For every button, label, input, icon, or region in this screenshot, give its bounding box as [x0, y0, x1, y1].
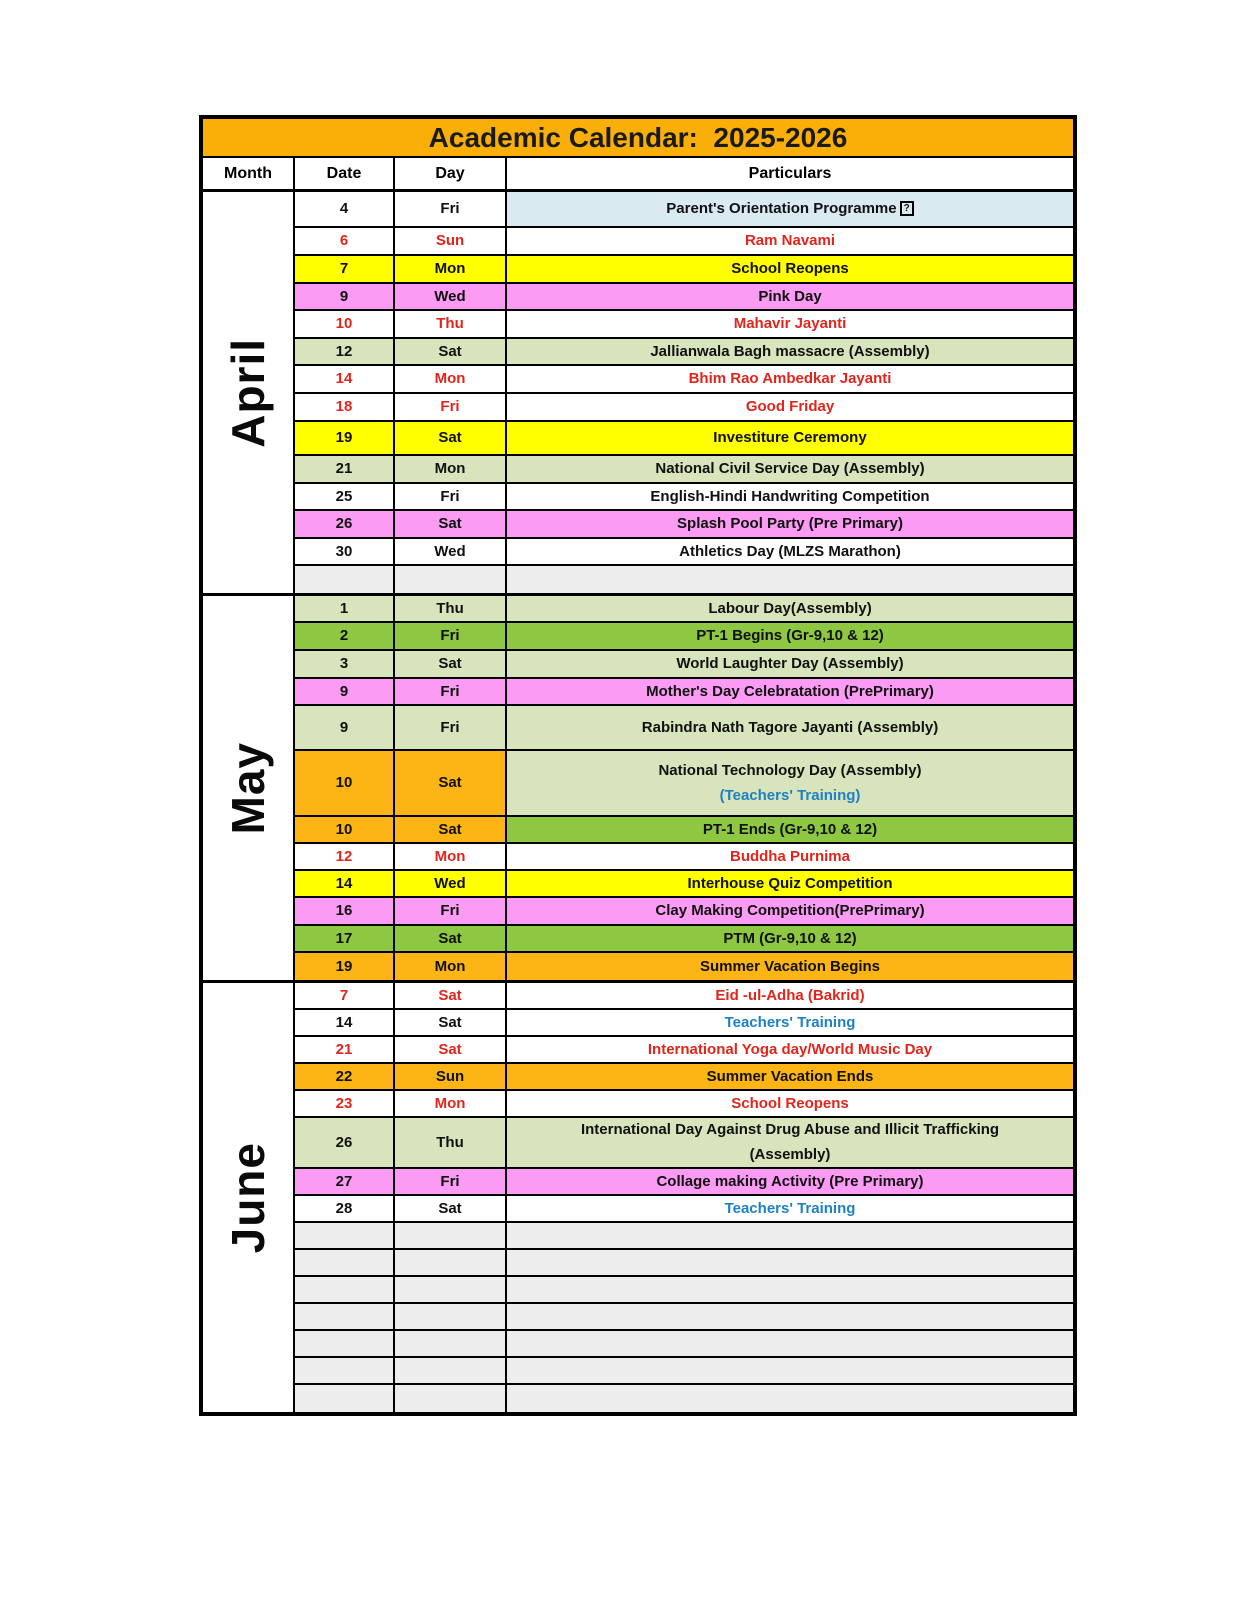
particulars-cell	[507, 871, 1073, 896]
day-cell: Sat	[395, 926, 507, 951]
academic-calendar-table	[199, 115, 1077, 1416]
calendar-row-april-6	[295, 228, 1073, 256]
calendar-row-may-17	[295, 926, 1073, 953]
date-cell: 10	[295, 817, 395, 842]
day-cell: Sun	[395, 228, 507, 254]
particulars-text: Interhouse Quiz Competition	[687, 874, 893, 892]
particulars-text: Ram Navami	[744, 232, 836, 249]
date-cell: 22	[295, 1064, 395, 1089]
date-cell	[295, 1277, 395, 1302]
day-cell	[395, 1358, 507, 1383]
particulars-text: Investiture Ceremony	[713, 429, 867, 446]
particulars-cell	[507, 679, 1073, 704]
day-cell: Wed	[395, 539, 507, 564]
day-cell: Sat	[395, 983, 507, 1008]
particulars-cell	[507, 926, 1073, 951]
particulars-cell	[507, 1064, 1073, 1089]
particulars-text: World Laughter Day (Assembly)	[676, 655, 904, 672]
day-cell: Fri	[395, 192, 507, 226]
particulars-cell	[507, 1091, 1073, 1116]
particulars-text: Teachers' Training	[724, 1199, 856, 1217]
month-section-june	[203, 980, 1073, 1412]
calendar-row-june-22	[295, 1064, 1073, 1091]
day-cell	[395, 1277, 507, 1302]
missing-glyph-box: ?	[900, 201, 914, 216]
calendar-row-june-14	[295, 1010, 1073, 1037]
day-cell	[395, 1304, 507, 1329]
particulars-text: Splash Pool Party (Pre Primary)	[677, 515, 903, 532]
day-cell: Mon	[395, 844, 507, 869]
date-cell: 9	[295, 284, 395, 309]
day-cell: Fri	[395, 898, 507, 924]
particulars-text: Clay Making Competition(PrePrimary)	[655, 902, 925, 919]
calendar-row-april-4	[295, 192, 1073, 228]
table-header	[203, 158, 1073, 192]
particulars-cell	[507, 706, 1073, 749]
particulars-cell	[507, 192, 1073, 226]
empty-row	[295, 1331, 1073, 1358]
month-label: April	[222, 337, 274, 448]
date-cell: 23	[295, 1091, 395, 1116]
calendar-body	[203, 192, 1073, 1412]
particulars-text: Buddha Purnima	[729, 847, 850, 865]
particulars-cell	[507, 751, 1073, 815]
particulars-text: Summer Vacation Begins	[699, 957, 881, 975]
particulars-text: Eid -ul-Adha (Bakrid)	[715, 986, 865, 1004]
particulars-cell	[507, 1331, 1073, 1356]
particulars-cell	[507, 394, 1073, 420]
day-cell: Sat	[395, 422, 507, 454]
particulars-text: Parent's Orientation Programme ?	[666, 200, 913, 218]
empty-row	[295, 1385, 1073, 1412]
calendar-row-may-3	[295, 651, 1073, 679]
date-cell: 10	[295, 751, 395, 815]
empty-row	[295, 1223, 1073, 1250]
calendar-row-april-9	[295, 284, 1073, 311]
calendar-row-may-1	[295, 596, 1073, 623]
calendar-row-april-25	[295, 484, 1073, 511]
particulars-cell	[507, 596, 1073, 621]
day-cell: Sun	[395, 1064, 507, 1089]
day-cell: Wed	[395, 871, 507, 896]
particulars-cell	[507, 228, 1073, 254]
date-cell	[295, 1304, 395, 1329]
calendar-row-may-2	[295, 623, 1073, 651]
particulars-text: Rabindra Nath Tagore Jayanti (Assembly)	[641, 718, 939, 736]
date-cell: 27	[295, 1169, 395, 1194]
date-cell: 21	[295, 1037, 395, 1062]
date-cell: 2	[295, 623, 395, 649]
particulars-text: National Technology Day (Assembly)	[658, 761, 922, 779]
calendar-title: Academic Calendar: 2025-2026	[203, 119, 1073, 158]
month-rows	[295, 983, 1073, 1412]
day-cell: Sat	[395, 1196, 507, 1221]
particulars-cell	[507, 256, 1073, 282]
day-cell	[395, 1331, 507, 1356]
month-cell-may	[203, 596, 295, 980]
date-cell: 1	[295, 596, 395, 621]
day-cell: Sat	[395, 511, 507, 537]
date-cell: 7	[295, 983, 395, 1008]
particulars-cell	[507, 898, 1073, 924]
particulars-cell	[507, 1385, 1073, 1412]
date-cell: 30	[295, 539, 395, 564]
particulars-cell	[507, 817, 1073, 842]
day-cell: Fri	[395, 394, 507, 420]
particulars-text: PT-1 Begins (Gr-9,10 & 12)	[696, 627, 884, 644]
date-cell: 6	[295, 228, 395, 254]
particulars-text-line2: (Assembly)	[749, 1146, 831, 1163]
calendar-row-april-14	[295, 366, 1073, 394]
particulars-cell	[507, 1010, 1073, 1035]
empty-row	[295, 1277, 1073, 1304]
empty-row	[295, 566, 1073, 593]
particulars-cell	[507, 366, 1073, 392]
particulars-cell	[507, 1277, 1073, 1302]
particulars-text: PTM (Gr-9,10 & 12)	[723, 929, 857, 947]
calendar-row-april-18	[295, 394, 1073, 422]
particulars-text: Mahavir Jayanti	[733, 315, 847, 332]
day-cell: Fri	[395, 1169, 507, 1194]
particulars-cell	[507, 1037, 1073, 1062]
particulars-text: Teachers' Training	[724, 1013, 856, 1031]
calendar-row-june-21	[295, 1037, 1073, 1064]
day-cell: Fri	[395, 679, 507, 704]
date-cell: 26	[295, 1118, 395, 1167]
particulars-cell	[507, 566, 1073, 593]
date-cell: 12	[295, 844, 395, 869]
calendar-row-april-12	[295, 339, 1073, 366]
date-cell: 19	[295, 953, 395, 980]
month-section-april	[203, 192, 1073, 593]
particulars-cell	[507, 456, 1073, 482]
particulars-cell	[507, 651, 1073, 677]
date-cell: 14	[295, 1010, 395, 1035]
calendar-row-april-10	[295, 311, 1073, 339]
date-cell: 14	[295, 871, 395, 896]
month-cell-june	[203, 983, 295, 1412]
date-cell	[295, 566, 395, 593]
particulars-text: Bhim Rao Ambedkar Jayanti	[688, 370, 892, 387]
calendar-row-may-9	[295, 679, 1073, 706]
date-cell: 21	[295, 456, 395, 482]
day-cell: Sat	[395, 1010, 507, 1035]
calendar-row-may-19	[295, 953, 1073, 980]
month-rows	[295, 596, 1073, 980]
date-cell: 14	[295, 366, 395, 392]
particulars-text: Summer Vacation Ends	[706, 1067, 874, 1085]
date-cell: 10	[295, 311, 395, 337]
header-cell-particulars: Particulars	[748, 164, 832, 182]
date-cell: 7	[295, 256, 395, 282]
particulars-text: Athletics Day (MLZS Marathon)	[679, 542, 901, 560]
day-cell	[395, 1385, 507, 1412]
particulars-cell	[507, 1196, 1073, 1221]
header-cell-month: Month	[203, 158, 295, 189]
date-cell: 3	[295, 651, 395, 677]
empty-row	[295, 1304, 1073, 1331]
header-cell-date: Date	[295, 158, 395, 189]
particulars-text: National Civil Service Day (Assembly)	[655, 460, 925, 477]
date-cell: 16	[295, 898, 395, 924]
day-cell: Sat	[395, 751, 507, 815]
date-cell: 19	[295, 422, 395, 454]
date-cell: 26	[295, 511, 395, 537]
particulars-text-line2: (Teachers' Training)	[719, 786, 861, 804]
day-cell: Thu	[395, 596, 507, 621]
calendar-row-june-27	[295, 1169, 1073, 1196]
particulars-cell	[507, 983, 1073, 1008]
particulars-text: Good Friday	[745, 398, 835, 415]
date-cell: 18	[295, 394, 395, 420]
particulars-cell	[507, 623, 1073, 649]
day-cell: Mon	[395, 256, 507, 282]
calendar-row-june-23	[295, 1091, 1073, 1118]
particulars-text: International Day Against Drug Abuse and Illicit Trafficking	[580, 1121, 1000, 1138]
month-rows	[295, 192, 1073, 593]
particulars-cell	[507, 1223, 1073, 1248]
date-cell	[295, 1250, 395, 1275]
calendar-row-april-7	[295, 256, 1073, 284]
day-cell	[395, 566, 507, 593]
day-cell: Thu	[395, 1118, 507, 1167]
day-cell: Thu	[395, 311, 507, 337]
day-cell: Fri	[395, 706, 507, 749]
day-cell: Sat	[395, 651, 507, 677]
date-cell	[295, 1223, 395, 1248]
date-cell: 9	[295, 706, 395, 749]
particulars-text: Jallianwala Bagh massacre (Assembly)	[650, 342, 930, 360]
date-cell	[295, 1331, 395, 1356]
particulars-text: International Yoga day/World Music Day	[647, 1040, 933, 1058]
particulars-cell	[507, 1118, 1073, 1167]
particulars-cell	[507, 284, 1073, 309]
month-label: June	[222, 1141, 274, 1254]
date-cell	[295, 1385, 395, 1412]
calendar-row-may-12	[295, 844, 1073, 871]
day-cell: Fri	[395, 484, 507, 509]
particulars-text: Labour Day(Assembly)	[708, 599, 872, 617]
day-cell: Sat	[395, 339, 507, 364]
calendar-row-may-16	[295, 898, 1073, 926]
day-cell: Sat	[395, 1037, 507, 1062]
particulars-cell	[507, 339, 1073, 364]
calendar-row-april-19	[295, 422, 1073, 456]
particulars-text: Mother's Day Celebratation (PrePrimary)	[646, 682, 934, 700]
calendar-row-april-21	[295, 456, 1073, 484]
calendar-row-april-30	[295, 539, 1073, 566]
calendar-row-june-28	[295, 1196, 1073, 1223]
day-cell: Mon	[395, 953, 507, 980]
day-cell: Mon	[395, 366, 507, 392]
calendar-row-june-26	[295, 1118, 1073, 1169]
calendar-row-may-10	[295, 751, 1073, 817]
month-cell-april	[203, 192, 295, 593]
particulars-text: PT-1 Ends (Gr-9,10 & 12)	[702, 820, 878, 838]
header-cell-day: Day	[395, 158, 507, 189]
day-cell	[395, 1250, 507, 1275]
month-label: May	[222, 741, 274, 835]
particulars-cell	[507, 311, 1073, 337]
particulars-cell	[507, 1169, 1073, 1194]
particulars-text: Collage making Activity (Pre Primary)	[656, 1172, 924, 1190]
date-cell: 9	[295, 679, 395, 704]
date-cell: 17	[295, 926, 395, 951]
particulars-text: English-Hindi Handwriting Competition	[650, 487, 930, 505]
particulars-text: School Reopens	[731, 260, 849, 277]
date-cell: 4	[295, 192, 395, 226]
calendar-row-may-9	[295, 706, 1073, 751]
particulars-cell	[507, 1304, 1073, 1329]
particulars-text: School Reopens	[731, 1094, 849, 1112]
particulars-text: Pink Day	[758, 287, 822, 305]
particulars-cell	[507, 844, 1073, 869]
date-cell	[295, 1358, 395, 1383]
particulars-cell	[507, 422, 1073, 454]
calendar-row-april-26	[295, 511, 1073, 539]
particulars-cell	[507, 484, 1073, 509]
day-cell: Mon	[395, 456, 507, 482]
particulars-cell	[507, 1358, 1073, 1383]
calendar-row-may-14	[295, 871, 1073, 898]
day-cell	[395, 1223, 507, 1248]
date-cell: 28	[295, 1196, 395, 1221]
empty-row	[295, 1358, 1073, 1385]
date-cell: 25	[295, 484, 395, 509]
day-cell: Fri	[395, 623, 507, 649]
particulars-cell	[507, 1250, 1073, 1275]
day-cell: Wed	[395, 284, 507, 309]
calendar-row-june-7	[295, 983, 1073, 1010]
particulars-cell	[507, 539, 1073, 564]
particulars-cell	[507, 511, 1073, 537]
calendar-row-may-10	[295, 817, 1073, 844]
empty-row	[295, 1250, 1073, 1277]
date-cell: 12	[295, 339, 395, 364]
particulars-cell	[507, 953, 1073, 980]
day-cell: Sat	[395, 817, 507, 842]
day-cell: Mon	[395, 1091, 507, 1116]
month-section-may	[203, 593, 1073, 980]
